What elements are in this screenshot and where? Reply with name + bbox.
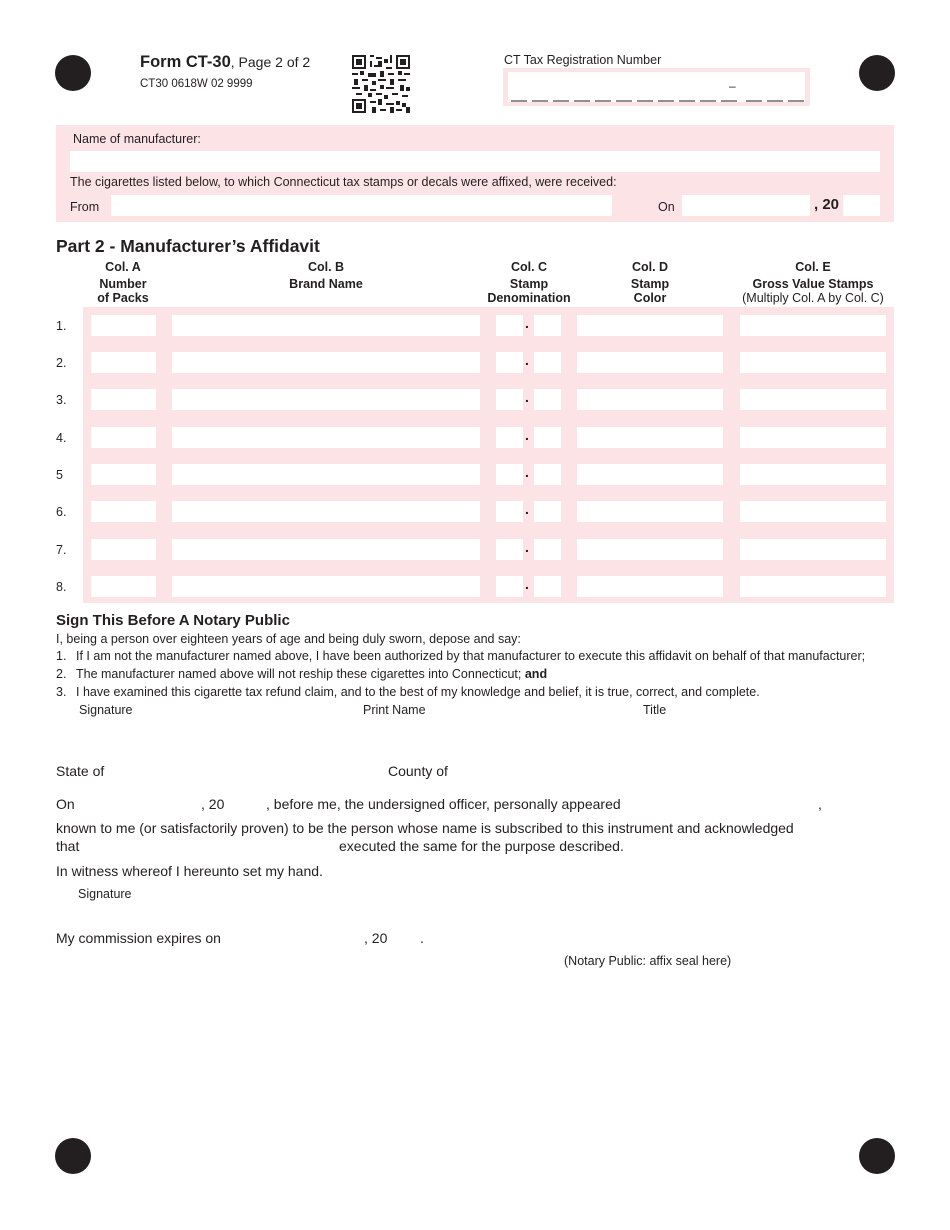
on-label-notary: On — [56, 796, 75, 812]
row7-col-b-field[interactable] — [172, 539, 480, 560]
row2-col-e-field[interactable] — [740, 352, 886, 373]
known-to-me-text: known to me (or satisfactorily proven) to be the person whose name is subscribed to this instrument and acknowledged — [56, 820, 794, 836]
notary-date-field[interactable] — [78, 793, 198, 813]
row8-col-c-dollars-field[interactable] — [496, 576, 523, 597]
col-c-line2: Denomination — [487, 291, 571, 305]
received-statement: The cigarettes listed below, to which Connecticut tax stamps or decals were affixed, were received: — [70, 175, 617, 189]
col-e-line2: (Multiply Col. A by Col. C) — [742, 291, 884, 305]
state-field[interactable] — [108, 760, 378, 780]
notary-year-label: , 20 — [201, 796, 225, 812]
title-field[interactable] — [625, 718, 885, 748]
registration-digit-underlines — [508, 97, 806, 103]
on-date-field[interactable] — [682, 195, 810, 216]
col-c-line1: Stamp — [509, 277, 549, 291]
row6-col-d-field[interactable] — [577, 501, 723, 522]
row2-decimal: . — [525, 352, 529, 368]
col-a-label: Col. A — [105, 260, 141, 274]
row1-col-c-dollars-field[interactable] — [496, 315, 523, 336]
row6-col-a-field[interactable] — [91, 501, 156, 522]
witness-text: In witness whereof I hereunto set my hand. — [56, 863, 323, 879]
row-number: 8. — [56, 580, 67, 594]
col-d-line1: Stamp — [630, 277, 670, 291]
notary-signature-field[interactable] — [56, 902, 376, 926]
row7-col-a-field[interactable] — [91, 539, 156, 560]
row7-col-d-field[interactable] — [577, 539, 723, 560]
row2-col-d-field[interactable] — [577, 352, 723, 373]
county-of-label: County of — [388, 763, 448, 779]
executed-by-field[interactable] — [84, 835, 334, 855]
col-a-header — [78, 260, 168, 305]
year-field[interactable] — [843, 195, 880, 216]
form-title — [140, 53, 310, 72]
commission-date-field[interactable] — [222, 927, 360, 947]
form-code: CT30 0618W 02 9999 — [140, 78, 253, 90]
col-d-header — [600, 260, 700, 305]
row-number: 4. — [56, 431, 67, 445]
notary-title: Sign This Before A Notary Public — [56, 612, 290, 629]
col-a-line1: Number — [99, 277, 147, 291]
qr-code-icon — [352, 55, 410, 113]
row2-col-b-field[interactable] — [172, 352, 480, 373]
row3-col-a-field[interactable] — [91, 389, 156, 410]
affidavit-item-2 — [76, 667, 547, 681]
before-me-text: , before me, the undersigned officer, personally appeared — [266, 796, 621, 812]
col-b-line1: Brand Name — [289, 277, 363, 291]
manufacturer-label: Name of manufacturer: — [73, 132, 201, 146]
row-number: 1. — [56, 319, 67, 333]
col-c-label: Col. C — [510, 260, 548, 274]
on-label: On — [658, 200, 675, 214]
row5-col-d-field[interactable] — [577, 464, 723, 485]
row6-col-e-field[interactable] — [740, 501, 886, 522]
registration-dash: – — [729, 79, 736, 93]
affidavit-item-2-text: The manufacturer named above will not reship these cigarettes into Connecticut; — [76, 667, 525, 681]
row1-col-d-field[interactable] — [577, 315, 723, 336]
col-e-line1: Gross Value Stamps — [752, 277, 874, 291]
row7-col-c-dollars-field[interactable] — [496, 539, 523, 560]
year-prefix: , 20 — [814, 196, 840, 213]
form-name: Form CT-30 — [140, 53, 231, 71]
notary-signature-label: Signature — [78, 887, 132, 901]
row8-col-b-field[interactable] — [172, 576, 480, 597]
col-e-label: Col. E — [795, 260, 831, 274]
row1-col-c-cents-field[interactable] — [534, 315, 561, 336]
manufacturer-name-field[interactable] — [70, 151, 880, 172]
row6-col-b-field[interactable] — [172, 501, 480, 522]
col-a-line2: of Packs — [97, 291, 149, 305]
row2-col-c-cents-field[interactable] — [534, 352, 561, 373]
row3-col-b-field[interactable] — [172, 389, 480, 410]
registration-number-box — [503, 68, 810, 106]
row3-col-e-field[interactable] — [740, 389, 886, 410]
state-of-label: State of — [56, 763, 105, 779]
appeared-name-field[interactable] — [615, 793, 813, 813]
row5-col-c-dollars-field[interactable] — [496, 464, 523, 485]
punch-hole-bottom-right — [859, 1138, 895, 1174]
row6-col-c-dollars-field[interactable] — [496, 501, 523, 522]
part2-title: Part 2 - Manufacturer’s Affidavit — [56, 236, 320, 256]
row8-col-d-field[interactable] — [577, 576, 723, 597]
row5-col-a-field[interactable] — [91, 464, 156, 485]
row-number: 2. — [56, 356, 67, 370]
row8-col-c-cents-field[interactable] — [534, 576, 561, 597]
affidavit-item-1-text: If I am not the manufacturer named above, I have been authorized by that manufacturer to execute this affidavit on behalf of that manufacturer; — [76, 649, 866, 663]
from-field[interactable] — [111, 195, 612, 216]
row7-col-c-cents-field[interactable] — [534, 539, 561, 560]
col-d-line2: Color — [633, 291, 667, 305]
from-label: From — [70, 200, 100, 214]
row5-decimal: . — [525, 464, 529, 480]
print-name-label: Print Name — [363, 703, 426, 717]
col-d-label: Col. D — [631, 260, 669, 274]
row3-col-d-field[interactable] — [577, 389, 723, 410]
affidavit-item-3-text: I have examined this cigarette tax refund claim, and to the best of my knowledge and belief, it is true, correct, and complete. — [76, 685, 760, 699]
row1-col-e-field[interactable] — [740, 315, 886, 336]
notary-seal-text: (Notary Public: affix seal here) — [564, 954, 732, 968]
row5-col-b-field[interactable] — [172, 464, 480, 485]
col-c-header — [474, 260, 584, 305]
county-field[interactable] — [452, 760, 882, 780]
row5-col-c-cents-field[interactable] — [534, 464, 561, 485]
registration-label: CT Tax Registration Number — [504, 53, 662, 67]
row2-col-a-field[interactable] — [91, 352, 156, 373]
row4-col-d-field[interactable] — [577, 427, 723, 448]
col-e-header — [722, 260, 904, 305]
row3-col-c-cents-field[interactable] — [534, 389, 561, 410]
signature-label: Signature — [79, 703, 133, 717]
affidavit-item-2-bold: and — [524, 667, 548, 681]
row1-decimal: . — [525, 315, 529, 331]
punch-hole-bottom-left — [55, 1138, 91, 1174]
punch-hole-top-right — [859, 55, 895, 91]
print-name-field[interactable] — [340, 718, 620, 748]
row8-col-a-field[interactable] — [91, 576, 156, 597]
row-number: 3. — [56, 393, 67, 407]
row7-decimal: . — [525, 539, 529, 555]
notary-intro: I, being a person over eighteen years of age and being duly sworn, depose and say: — [56, 632, 521, 646]
title-label: Title — [643, 703, 667, 717]
row4-col-b-field[interactable] — [172, 427, 480, 448]
col-b-label: Col. B — [307, 260, 345, 274]
affidavit-item-3-num: 3. — [56, 685, 67, 699]
notary-year-field[interactable] — [228, 793, 263, 813]
row-number: 7. — [56, 543, 67, 557]
row-number: 6. — [56, 505, 67, 519]
commission-period: . — [420, 930, 424, 946]
row6-col-c-cents-field[interactable] — [534, 501, 561, 522]
commission-label: My commission expires on — [56, 930, 221, 946]
row2-col-c-dollars-field[interactable] — [496, 352, 523, 373]
row4-col-c-cents-field[interactable] — [534, 427, 561, 448]
page-info: , Page 2 of 2 — [230, 54, 311, 70]
row4-col-e-field[interactable] — [740, 427, 886, 448]
appeared-comma: , — [818, 796, 822, 812]
affidavit-item-1-num: 1. — [56, 649, 67, 663]
signature-field[interactable] — [56, 718, 336, 748]
row4-col-a-field[interactable] — [91, 427, 156, 448]
that-label: that — [56, 838, 80, 854]
row8-decimal: . — [525, 576, 529, 592]
commission-year-label: , 20 — [364, 930, 388, 946]
row1-col-b-field[interactable] — [172, 315, 480, 336]
row3-decimal: . — [525, 389, 529, 405]
row4-col-c-dollars-field[interactable] — [496, 427, 523, 448]
col-b-header — [226, 260, 426, 291]
row1-col-a-field[interactable] — [91, 315, 156, 336]
row-number: 5 — [56, 468, 63, 482]
row5-col-e-field[interactable] — [740, 464, 886, 485]
row3-col-c-dollars-field[interactable] — [496, 389, 523, 410]
row8-col-e-field[interactable] — [740, 576, 886, 597]
punch-hole-top-left — [55, 55, 91, 91]
row6-decimal: . — [525, 501, 529, 517]
manufacturer-section — [56, 125, 894, 222]
row7-col-e-field[interactable] — [740, 539, 886, 560]
row4-decimal: . — [525, 427, 529, 443]
affidavit-item-2-num: 2. — [56, 667, 67, 681]
commission-year-field[interactable] — [391, 927, 417, 947]
executed-text: executed the same for the purpose described. — [339, 838, 624, 854]
